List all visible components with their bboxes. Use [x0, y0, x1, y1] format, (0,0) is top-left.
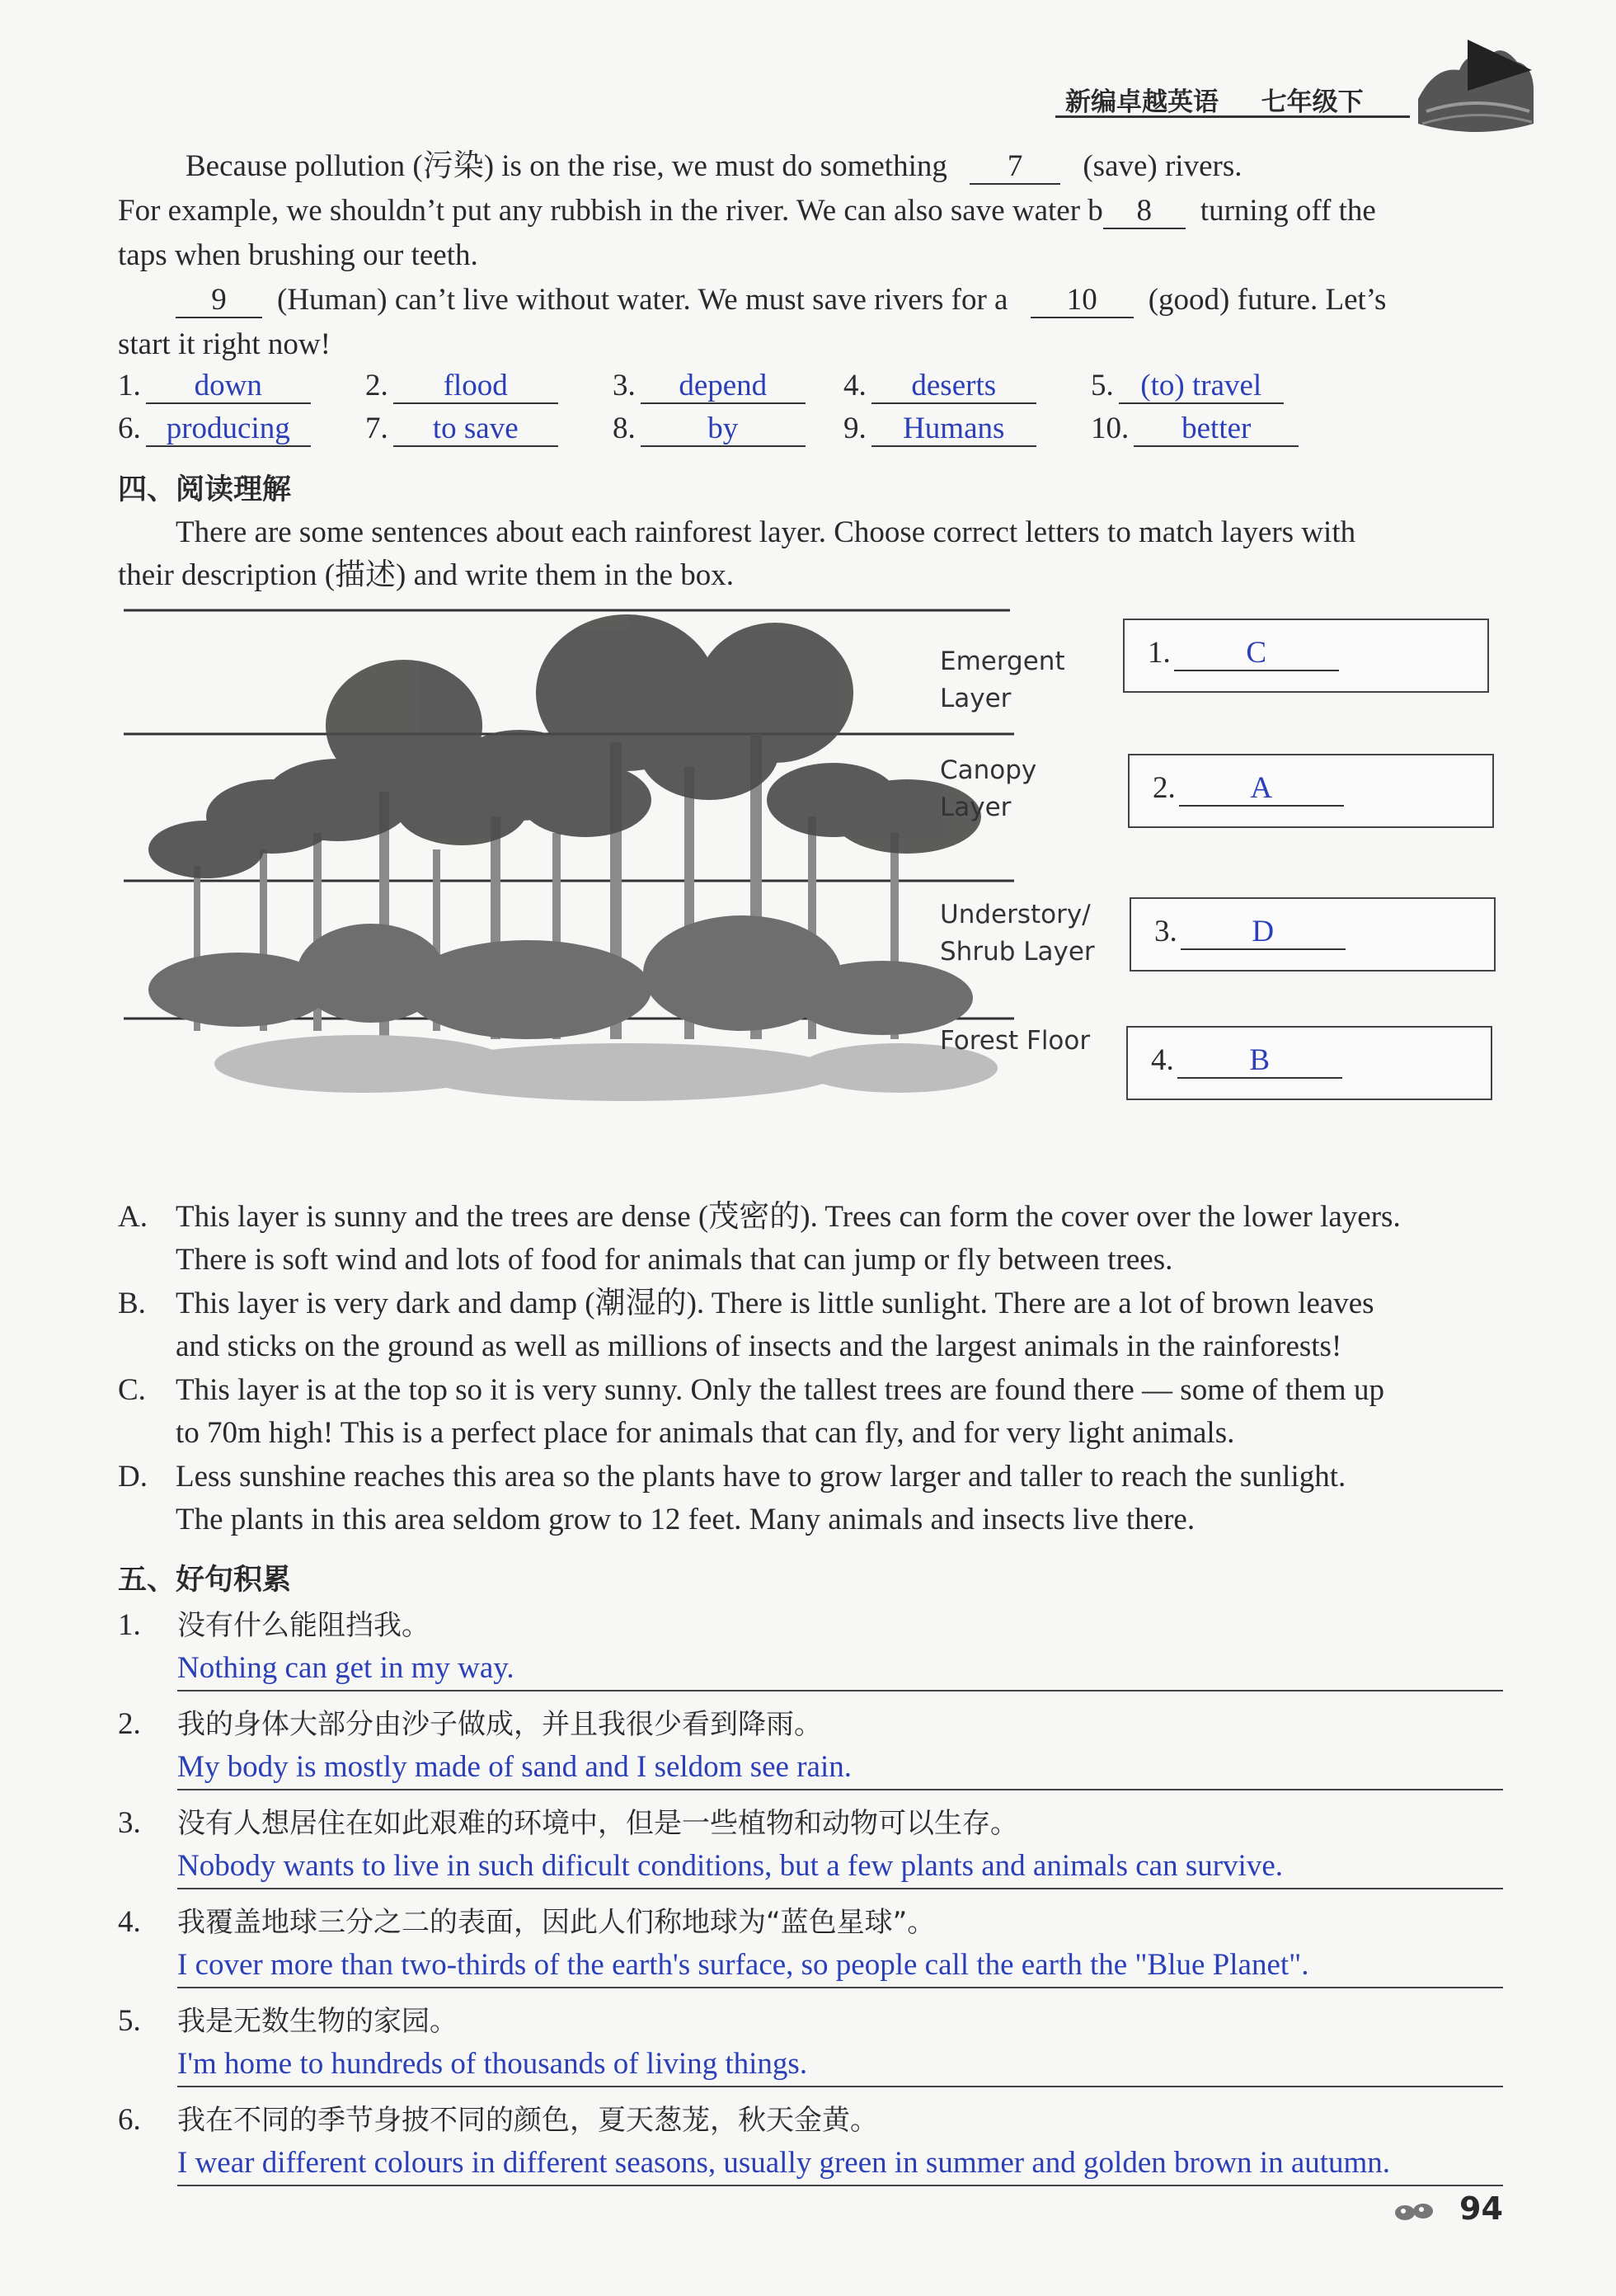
passage-line-3: taps when brushing our teeth. — [118, 238, 478, 272]
passage-line-1: Because pollution (污染) is on the rise, we must do something 7 (save) rivers. — [186, 149, 1243, 183]
rainforest-illustration — [115, 602, 1022, 1130]
layer-label-emergent: Emergent Layer — [940, 647, 1065, 713]
answer-10: 10. better — [1091, 407, 1299, 450]
sentence-6: 6. 我在不同的季节身披不同的颜色，夏天葱茏，秋天金黄。 I wear different colours in different seasons, usually green in summer and golden brown in autumn. — [118, 2099, 1503, 2186]
answer-6: 6. producing — [118, 407, 311, 450]
header-rule — [1055, 115, 1410, 118]
blank-10: 10 — [1031, 284, 1134, 318]
section-4-intro-1: There are some sentences about each rainforest layer. Choose correct letters to match layers with — [176, 515, 1356, 549]
answer-box-2: 2. A — [1128, 754, 1494, 828]
answer-9: 9. Humans — [843, 407, 1036, 450]
answer-2: 2. flood — [365, 365, 558, 407]
answer-7: 7. to save — [365, 407, 558, 450]
blank-8: 8 — [1103, 195, 1186, 229]
passage-line-2: For example, we shouldn’t put any rubbish in the river. We can also save water b 8 turning off the — [118, 194, 1376, 228]
blank-7: 7 — [970, 150, 1060, 185]
description-a: A. This layer is sunny and the trees are dense (茂密的). Trees can form the cover over the lower layers. There is soft wind and lots of food for animals that can jump or fly between trees. — [118, 1200, 1401, 1277]
answer-4: 4. deserts — [843, 365, 1036, 407]
section-4-title: 四、阅读理解 — [118, 473, 292, 506]
answer-box-3: 3. D — [1130, 897, 1496, 972]
layer-label-forest-floor: Forest Floor — [940, 1026, 1091, 1056]
sentence-5: 5. 我是无数生物的家园。 I'm home to hundreds of thousands of living things. — [118, 2000, 1503, 2087]
book-grade: 七年级下 — [1261, 87, 1364, 117]
section-5-title: 五、好句积累 — [118, 1564, 292, 1597]
footer-decoration-icon — [1393, 2198, 1435, 2224]
blank-9: 9 — [176, 284, 262, 318]
layer-label-understory: Understory/ Shrub Layer — [940, 900, 1095, 967]
answer-box-1: 1. C — [1123, 619, 1489, 693]
sentence-4: 4. 我覆盖地球三分之二的表面，因此人们称地球为“蓝色星球”。 I cover more than two-thirds of the earth's surface, so people call the earth the "Blue Planet". — [118, 1901, 1503, 1988]
answer-5: 5. (to) travel — [1091, 365, 1284, 407]
description-c: C. This layer is at the top so it is very sunny. Only the tallest trees are found there — some of them up to 70m high! This is a perfect place for animals that can fly, and for very light animals. — [118, 1373, 1384, 1450]
description-b: B. This layer is very dark and damp (潮湿的). There is little sunlight. There are a lot of brown leaves and sticks on the ground as well as millions of insects and the largest animals in the rainforests! — [118, 1287, 1374, 1363]
answer-box-4: 4. B — [1126, 1026, 1492, 1100]
sentence-1: 1. 没有什么能阻挡我。 Nothing can get in my way. — [118, 1604, 1503, 1691]
description-d: D. Less sunshine reaches this area so the plants have to grow larger and taller to reach the sunlight. The plants in this area seldom grow to 12 feet. Many animals and insects live there. — [118, 1460, 1346, 1536]
section-4-intro-2: their description (描述) and write them in the box. — [118, 558, 735, 592]
layer-label-canopy: Canopy Layer — [940, 755, 1037, 822]
sentence-2: 2. 我的身体大部分由沙子做成，并且我很少看到降雨。 My body is mostly made of sand and I seldom see rain. — [118, 1703, 1503, 1790]
passage-line-4: 9 (Human) can’t live without water. We must save rivers for a 10 (good) future. Let’s — [176, 279, 1386, 322]
answer-8: 8. by — [613, 407, 806, 450]
book-title — [1065, 81, 1364, 118]
sentence-3: 3. 没有人想居住在如此艰难的环境中，但是一些植物和动物可以生存。 Nobody wants to live in such dificult conditions, but a few plants and animals can survive. — [118, 1802, 1503, 1889]
book-logo-icon — [1410, 33, 1542, 144]
answer-3: 3. depend — [613, 365, 806, 407]
passage-line-5: start it right now! — [118, 327, 331, 361]
page-number: 94 — [1459, 2190, 1503, 2227]
book-series: 新编卓越英语 — [1065, 87, 1219, 117]
answer-1: 1. down — [118, 365, 311, 407]
